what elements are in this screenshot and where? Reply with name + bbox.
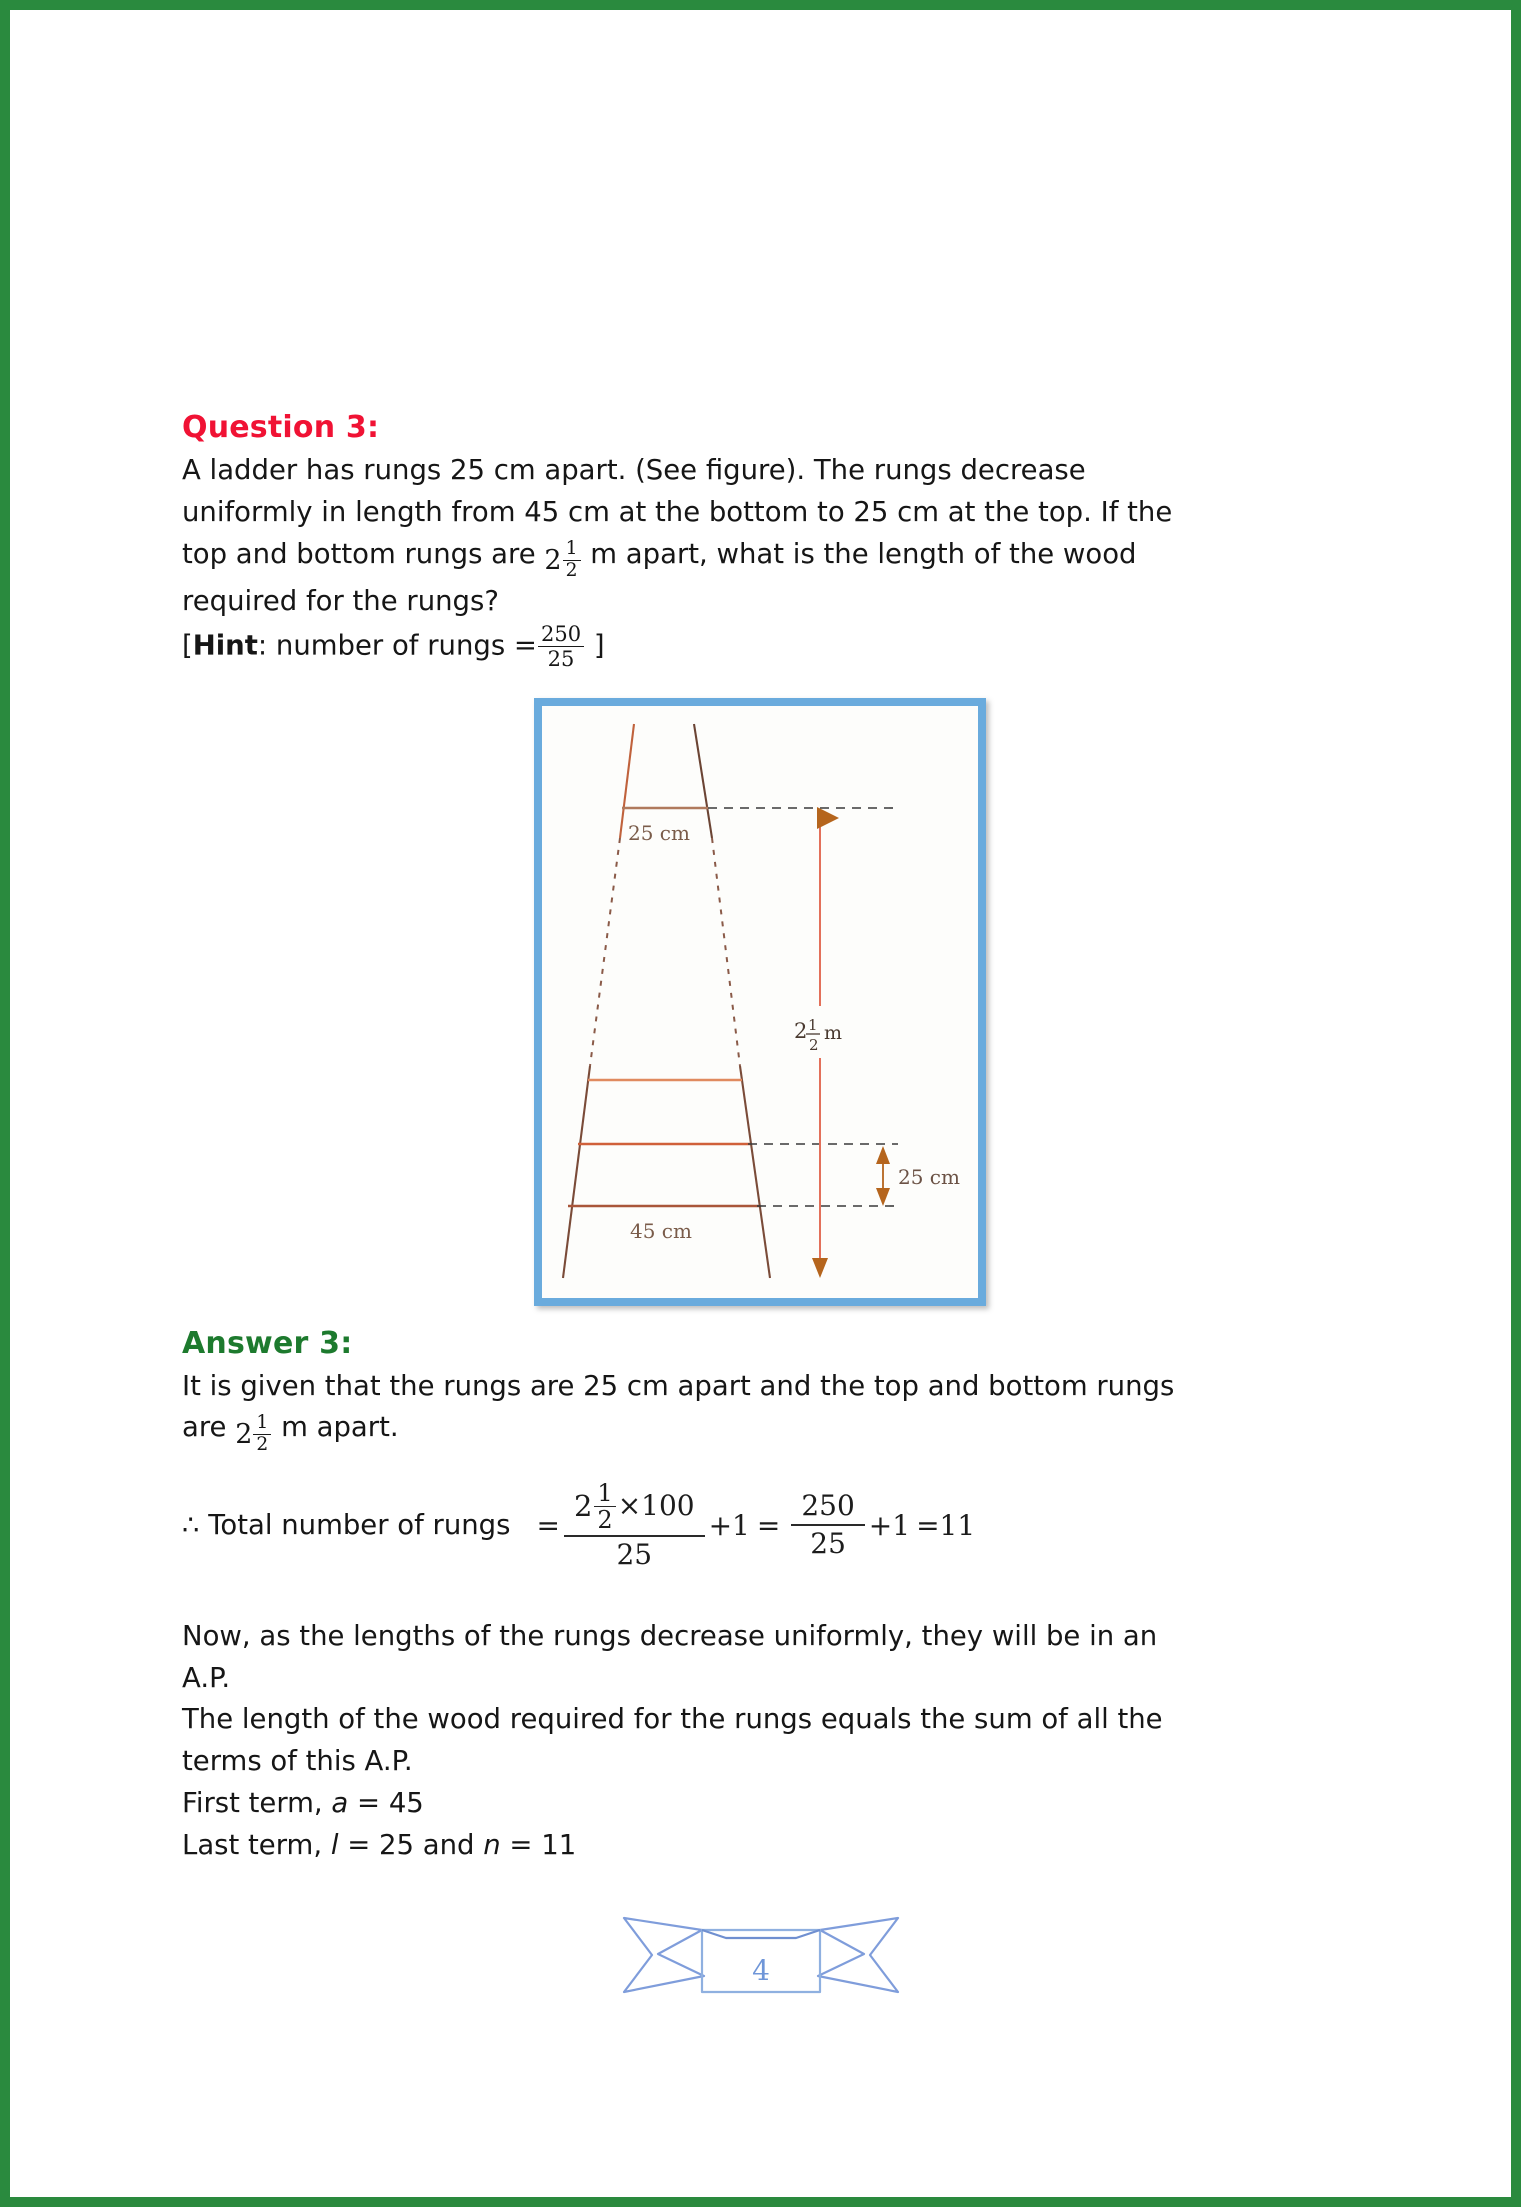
- ladder-left-rail-bottom: [563, 1066, 590, 1278]
- formula-main-numerator: [564, 1478, 705, 1537]
- answer-para2-line2: terms of this A.P.: [182, 1745, 413, 1778]
- fraction-denominator: 2: [565, 559, 578, 581]
- number-of-terms-variable: n: [483, 1828, 501, 1861]
- spacing-arrow-down-head: [876, 1188, 890, 1206]
- formula-mixed-frac-den: 2: [597, 1505, 613, 1534]
- mixed-number-two-and-half: [544, 540, 581, 581]
- formula-equals-2: =: [756, 1508, 781, 1542]
- question-heading: Question 3:: [182, 410, 380, 445]
- answer-heading: Answer 3:: [182, 1325, 353, 1361]
- hint-fraction-numerator: 250: [538, 623, 584, 647]
- answer-line-2: [182, 1407, 1362, 1454]
- figure-label-rung-spacing: 25 cm: [898, 1164, 960, 1189]
- svg-text:2: 2: [809, 1035, 819, 1054]
- formula-second-denominator: 25: [810, 1527, 846, 1561]
- ladder-diagram-svg: [542, 706, 978, 1298]
- answer-mixed-number: [235, 1411, 272, 1455]
- question-line-2: uniformly in length from 45 cm at the bottom to 25 cm at the top. If the: [182, 495, 1173, 528]
- answer-para1-line1: Now, as the lengths of the rungs decrease uniformly, they will be in an: [182, 1619, 1158, 1652]
- hint-fraction-denominator: 25: [547, 646, 575, 671]
- dimension-arrow-lower-head: [812, 1258, 828, 1278]
- question-line-3-after: m apart, what is the length of the wood: [590, 537, 1137, 570]
- mixed-whole: 2: [544, 544, 562, 576]
- number-of-terms-value: = 11: [509, 1828, 577, 1861]
- ladder-right-rail-dashed: [712, 838, 740, 1066]
- ladder-left-rail-dashed: [590, 838, 620, 1066]
- svg-text:m: m: [824, 1021, 843, 1044]
- formula-main-denominator: 25: [616, 1537, 653, 1571]
- formula-plus-one-a: +1: [708, 1508, 750, 1542]
- figure-label-bottom-rung: 45 cm: [630, 1218, 692, 1243]
- formula-mixed-fraction: [594, 1478, 615, 1534]
- answer-fraction-denominator: 2: [256, 1433, 269, 1455]
- hint-text: : number of rungs =: [257, 629, 537, 662]
- first-term-label: First term,: [182, 1787, 323, 1820]
- hint-label: Hint: [192, 629, 258, 662]
- formula-mixed-number: [573, 1478, 618, 1534]
- formula-second-numerator: 250: [791, 1491, 864, 1526]
- formula-times-100: ×100: [617, 1489, 695, 1523]
- answer-fraction-one-half: [253, 1411, 271, 1455]
- answer-line-2-before: are: [182, 1411, 227, 1444]
- ladder-figure-box: [534, 698, 986, 1306]
- figure-label-top-rung: 25 cm: [628, 820, 690, 845]
- hint-close-bracket: ]: [593, 629, 605, 662]
- first-term-line: [182, 1783, 1362, 1825]
- svg-text:2: 2: [794, 1018, 808, 1043]
- formula-main-fraction: [564, 1478, 705, 1571]
- last-term-mid: = 25 and: [347, 1828, 475, 1861]
- last-term-variable: l: [330, 1828, 339, 1861]
- answer-fraction-numerator: 1: [253, 1414, 271, 1435]
- formula-mixed-frac-num: 1: [594, 1481, 615, 1507]
- page-footer: [10, 1900, 1511, 2010]
- ladder-figure-wrapper: [534, 698, 986, 1306]
- ladder-right-rail-bottom: [740, 1066, 770, 1278]
- page-content: [182, 410, 1362, 1867]
- svg-text:1: 1: [808, 1015, 818, 1034]
- formula-second-fraction: [791, 1491, 864, 1559]
- page-number: 4: [751, 1954, 770, 1987]
- question-hint: [182, 623, 1362, 670]
- answer-line-1: It is given that the rungs are 25 cm apart and the top and bottom rungs: [182, 1369, 1175, 1402]
- total-rungs-formula-row: [182, 1478, 1362, 1571]
- question-line-1: A ladder has rungs 25 cm apart. (See figure). The rungs decrease: [182, 454, 1086, 486]
- last-term-label: Last term,: [182, 1828, 323, 1861]
- fraction-one-half: [563, 540, 581, 580]
- formula-plus-one-b: +1: [868, 1508, 911, 1542]
- first-term-value: = 45: [357, 1787, 424, 1820]
- formula-equals-1: =: [536, 1508, 560, 1542]
- question-line-3-before: top and bottom rungs are: [182, 537, 536, 570]
- question-line-3: [182, 534, 1362, 581]
- answer-mixed-whole: 2: [235, 1418, 253, 1450]
- total-rungs-label: ∴ Total number of rungs: [182, 1509, 511, 1542]
- question-line-4: required for the rungs?: [182, 584, 499, 617]
- hint-open-bracket: [: [182, 629, 193, 662]
- total-rungs-formula: [536, 1478, 976, 1571]
- figure-label-ladder-height: [794, 1016, 842, 1054]
- last-term-line: [182, 1825, 1362, 1867]
- fraction-numerator: 1: [563, 540, 581, 561]
- hint-fraction: [538, 623, 584, 670]
- first-term-variable: a: [331, 1787, 349, 1820]
- ribbon-banner-icon: [616, 1900, 906, 2010]
- answer-para1-line2: A.P.: [182, 1661, 231, 1694]
- ladder-right-rail-top: [694, 724, 712, 838]
- formula-result: =11: [916, 1508, 976, 1542]
- formula-mixed-whole: 2: [573, 1488, 593, 1523]
- footer-ornament-wrapper: [616, 1900, 906, 2010]
- answer-line-2-after: m apart.: [281, 1411, 399, 1444]
- answer-para2-line1: The length of the wood required for the rungs equals the sum of all the: [182, 1703, 1163, 1736]
